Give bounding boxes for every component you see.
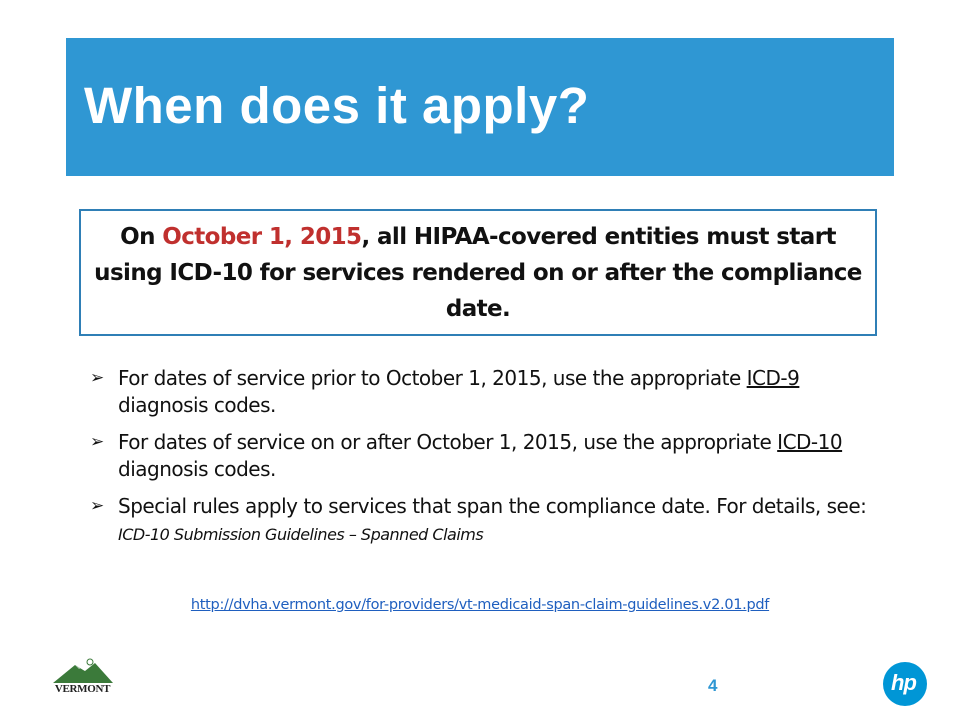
hp-logo-text: hp [891,670,916,695]
bullet-arrow-icon: ➢ [90,432,104,452]
bullet-text: For dates of service prior to October 1, 2015, use the appropriate [118,366,747,390]
hp-logo [883,662,927,706]
bullet-text: diagnosis codes. [118,457,276,481]
callout-text [81,219,875,327]
icd10-link[interactable]: ICD-10 [777,430,843,454]
callout-prefix: On [120,223,163,250]
vermont-mountain-logo [45,655,120,700]
title-bar [66,38,894,176]
bullet-text: diagnosis codes. [118,393,276,417]
vermont-mountain-icon [45,655,120,685]
bullet-text: For dates of service on or after October 1, 2015, use the appropriate [118,430,778,454]
bullet-list [90,365,890,558]
icd9-link[interactable]: ICD-9 [746,366,800,390]
guidelines-title: ICD-10 Submission Guidelines – Spanned Claims [118,525,484,544]
bullet-item-spanned [90,493,890,548]
bullet-text: Special rules apply to services that span the compliance date. For details, see: [118,494,867,518]
page-number: 4 [708,676,718,695]
bullet-item-icd9 [90,365,890,419]
callout-date: October 1, 2015 [162,223,362,250]
bullet-item-icd10 [90,429,890,483]
vermont-logo-text: VERMONT [54,683,111,695]
bullet-arrow-icon: ➢ [90,496,104,516]
callout-box [79,209,877,336]
guidelines-url-link[interactable]: http://dvha.vermont.gov/for-providers/vt-medicaid-span-claim-guidelines.v2.01.pdf [190,597,770,613]
slide-title: When does it apply? [84,77,590,134]
callout-rest: , all HIPAA-covered entities must start using ICD-10 for services rendered on or after the compliance date. [94,223,862,322]
bullet-arrow-icon: ➢ [90,368,104,388]
